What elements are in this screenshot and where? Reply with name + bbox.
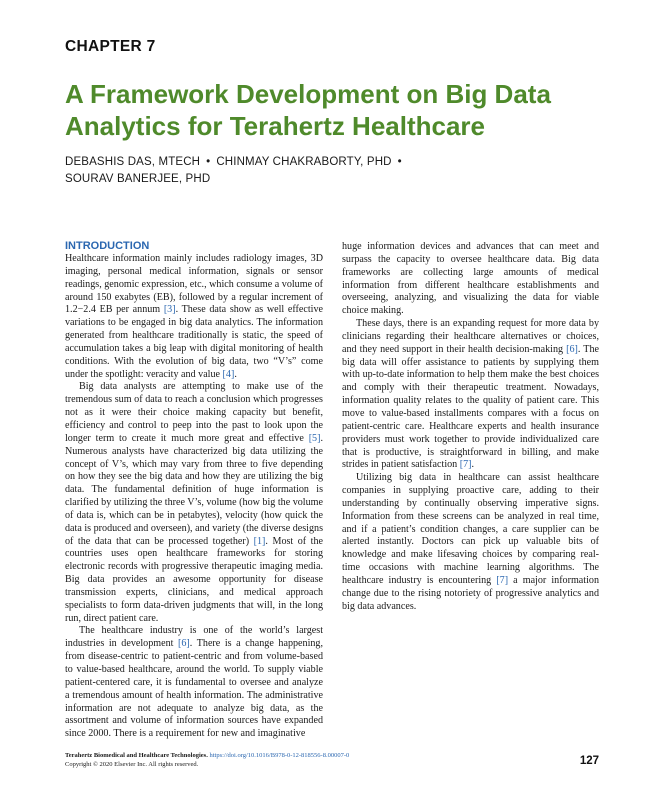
paragraph-4 [342, 318, 599, 472]
author-1: DEBASHIS DAS, MTECH [65, 156, 201, 168]
chapter-label: CHAPTER 7 [65, 38, 156, 55]
paragraph-text: The healthcare industry is one of the world’s largest industries in development [65, 625, 323, 650]
section-heading-introduction: INTRODUCTION [65, 240, 150, 252]
journal-name: Terahertz Biomedical and Healthcare Technologies. [65, 752, 208, 759]
author-separator: • [206, 156, 211, 168]
paragraph-text: . [234, 368, 237, 380]
paragraph-1 [65, 253, 323, 381]
paragraph-2 [65, 381, 323, 625]
chapter-title: A Framework Development on Big Data Analytics for Terahertz Healthcare [65, 79, 551, 141]
paragraph-text: Big data analysts are attempting to make use of the tremendous sum of data to reach a conclusion which progresses not as it were their choice making capacity but benefit, efficiency and control to peep into the past to look upon the longer term to create it much more great and effective [65, 381, 323, 444]
citation-link[interactable]: [1] [253, 535, 266, 547]
paragraph-text: . [471, 459, 475, 471]
author-3: SOURAV BANERJEE, PHD [65, 173, 211, 185]
paragraph-3-start [65, 625, 323, 741]
doi-link[interactable]: https://doi.org/10.1016/B978-0-12-818556-8.00007-0 [209, 752, 350, 759]
paragraph-text: . Most of the countries uses open healthcare frameworks for storing electronic records with progressive therapeutic imaging media. Big data provides an awesome opportunity for disease transmission experts, clinicians, and medical approach specialists to form data-driven judgments that will, in the long run, direct patient care. [65, 535, 324, 624]
paragraph-text: Utilizing big data in healthcare can assist healthcare companies in supplying proactive care, adding to their understanding by continually observing imperative signs. Information from these screens can be analyzed in real time, and if a patient’s condition changes, a care supplier can be alerted instantly. Doctors can pick up valuable bits of knowledge and make lifesaving choices by comparing real-time occasions with machine learning algorithms. The healthcare industry is encountering [342, 472, 599, 586]
paragraph-text: . Numerous analysts have characterized big data utilizing the concept of V’s, which may vary from three to five depending on how they see the big data and how they are utilizing the big data. The fundamental definition of huge information is clarified by utilizing the three V’s, volume (how big the volume of data is, which can be in petabytes), velocity (how quick the data is produced and overseen), and variety (the diverse designs of the data that can be processed together) [65, 432, 323, 547]
text-column-right [342, 241, 599, 613]
author-2: CHINMAY CHAKRABORTY, PHD [216, 156, 392, 168]
citation-link[interactable]: [7] [459, 459, 472, 471]
paragraph-text: . There is a change happening, from disease-centric to patient-centric and from volume-based to value-based healthcare, around the world. To supply viable patient-centered care, it is fundamental to oversee and analyze a tremendous amount of health information. The administrative information are not adequate to analyze big data, as the assortment and volume of information sources have expanded since 2000. There is a requirement for new and imaginative [65, 638, 323, 740]
paragraph-3-continued: huge information devices and advances that can meet and surpass the capacity to oversee healthcare data. Big data frameworks are collecting large amounts of medical information from different healthcare establishments and overseeing, analyzing, and visualizing the data for viable choice making. [342, 241, 599, 317]
citation-link[interactable]: [7] [496, 574, 509, 586]
footer-citation-line [65, 751, 599, 760]
paragraph-5 [342, 472, 599, 613]
paragraph-text: These days, there is an expanding request for more data by clinicians regarding their healthcare alternatives or choices, and they need support in their health decision-making [342, 318, 599, 355]
copyright-notice: Copyright © 2020 Elsevier Inc. All rights reserved. [65, 761, 199, 768]
paragraph-text: . These data show as well effective variations to be engaged in big data analytics. The information generated from healthcare traditionally is static, the speed of accumulation takes a big leap with digital monitoring of health conditions. With the evolution of big data, two “V’s” come under the spotlight: veracity and value [65, 304, 323, 380]
text-column-left [65, 253, 323, 741]
paragraph-text: Healthcare information mainly includes radiology images, 3D imaging, personal medical information, signals or sensor readings, genomic expression, etc., which consume a volume of around 150 exabytes (EB), followed by a regular increment of 1.2−2.4 EB per annum [65, 253, 323, 316]
author-list [65, 154, 625, 188]
citation-link[interactable]: [3] [163, 304, 176, 316]
citation-link[interactable]: [6] [178, 638, 190, 650]
paragraph-text: a major information change due to the rising notoriety of progressive analytics and big data advances. [342, 574, 599, 612]
citation-link[interactable]: [6] [566, 343, 578, 355]
page-footer [65, 751, 599, 769]
paragraph-text: . The big data will offer assistance to patients by supplying them with up-to-date information to help them make the best choices and comply with their therapeutic treatment. Nowadays, information quality relates to the quality of patient care. This move to value-based installments compares with a focus on patient-centric care. Healthcare experts and health insurance providers must work together to provide individualized care that is productive, is straightforward in billing, and make strides in patient satisfaction [342, 343, 599, 471]
author-separator: • [397, 156, 402, 168]
citation-link[interactable]: [4] [222, 368, 235, 380]
page-number: 127 [579, 755, 599, 767]
citation-link[interactable]: [5] [308, 432, 321, 444]
